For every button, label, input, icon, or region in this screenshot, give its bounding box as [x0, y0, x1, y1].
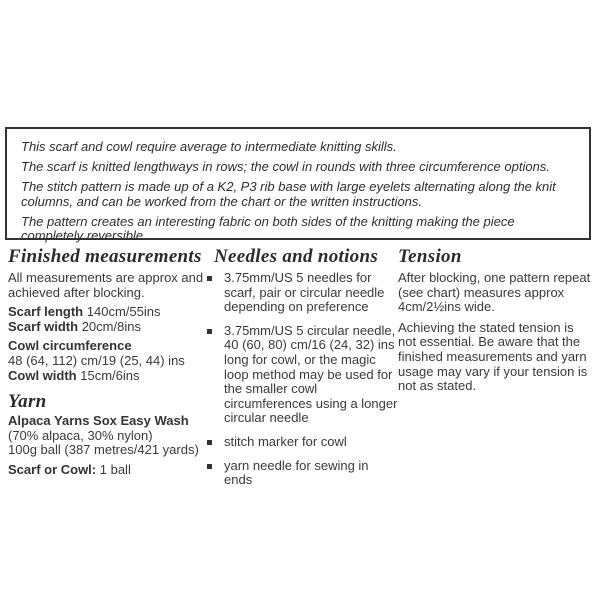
finished-measurements-section [8, 246, 206, 497]
tension-heading: Tension [398, 246, 462, 267]
intro-paragraph: This scarf and cowl require average to intermediate knitting skills. [21, 139, 397, 154]
tension-section [398, 246, 592, 497]
scarf-width-value: 20cm/8ins [81, 318, 141, 334]
yarn-usage-value: 1 ball [99, 461, 131, 477]
cowl-circumference-label: Cowl circumference [8, 338, 132, 354]
bullet-square-icon [207, 464, 212, 469]
needles-bullet-list [206, 271, 398, 488]
pattern-details-columns [8, 246, 592, 497]
bullet-item-text: 3.75mm/US 5 needles for scarf, pair or circular needle depending on preference [224, 270, 385, 315]
yarn-ball-size: 100g ball (387 metres/421 yards) [8, 442, 199, 458]
needles-notions-heading: Needles and notions [214, 246, 379, 267]
tension-paragraph: Achieving the stated tension is not essential. Be aware that the finished measurements and yarn usage may vary if your tension is not as stated. [398, 319, 588, 394]
intro-paragraph: The stitch pattern is made up of a K2, P3 rib base with large eyelets alternating along the knit columns, and can be worked from the chart or the written instructions. [21, 179, 556, 209]
bullet-item-text: stitch marker for cowl [224, 433, 347, 449]
yarn-heading: Yarn [8, 391, 47, 413]
list-item [206, 324, 398, 426]
cowl-measurements [8, 339, 206, 383]
measurements-intro-text: All measurements are approx and achieved after blocking. [8, 270, 204, 300]
bullet-square-icon [207, 440, 212, 445]
finished-measurements-heading: Finished measurements [8, 246, 202, 267]
cowl-circumference-value: 48 (64, 112) cm/19 (25, 44) ins [8, 352, 185, 368]
bullet-item-text: 3.75mm/US 5 circular needle, 40 (60, 80) cm/16 (24, 32) ins long for cowl, or the magic loop method may be used for the smaller cowl circumferences using a longer circular needle [224, 322, 398, 426]
scarf-measurements [8, 305, 206, 334]
cowl-width-label: Cowl width [8, 367, 77, 383]
bullet-square-icon [207, 329, 212, 334]
yarn-fibre-content: (70% alpaca, 30% nylon) [8, 427, 153, 443]
yarn-details [8, 414, 206, 458]
yarn-usage [8, 463, 206, 478]
yarn-usage-label: Scarf or Cowl: [8, 461, 97, 477]
bullet-square-icon [207, 276, 212, 281]
yarn-brand: Alpaca Yarns Sox Easy Wash [8, 413, 189, 429]
intro-paragraph: The pattern creates an interesting fabric on both sides of the knitting making the piece completely reversible. [21, 213, 515, 244]
pattern-intro-box [5, 127, 591, 244]
list-item [206, 271, 398, 315]
list-item [206, 435, 398, 450]
scarf-width-label: Scarf width [8, 318, 79, 334]
needles-notions-section [206, 246, 398, 497]
cowl-width-value: 15cm/6ins [80, 367, 140, 383]
bullet-item-text: yarn needle for sewing in ends [224, 457, 369, 488]
scarf-length-value: 140cm/55ins [86, 304, 161, 320]
tension-paragraph: After blocking, one pattern repeat (see chart) measures approx 4cm/2½ins wide. [398, 270, 591, 315]
intro-paragraph: The scarf is knitted lengthways in rows; the cowl in rounds with three circumference options. [21, 159, 550, 175]
list-item [206, 459, 398, 488]
scarf-length-label: Scarf length [8, 304, 84, 320]
